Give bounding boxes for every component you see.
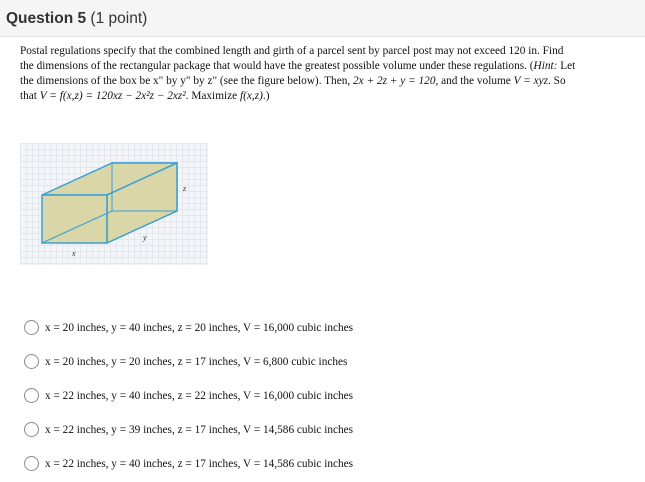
answer-choice-label: x = 20 inches, y = 20 inches, z = 17 inches, V = 6,800 cubic inches [45,356,348,368]
answer-choice-label: x = 22 inches, y = 39 inches, z = 17 inches, V = 14,586 cubic inches [45,424,354,436]
prompt-text: . Maximize [185,90,240,102]
radio-button[interactable] [24,388,39,403]
answer-choice-2[interactable] [24,354,424,374]
question-prompt [20,44,632,104]
answer-choice-4[interactable] [24,422,424,442]
answer-choice-label: x = 20 inches, y = 40 inches, z = 20 inches, V = 16,000 cubic inches [45,322,354,334]
box-front-face [42,195,107,243]
question-header [0,0,645,37]
answer-choice-3[interactable] [24,388,424,408]
question-points: (1 point) [90,10,148,27]
box-figure [20,143,208,265]
volume-equation: V = xyz [513,75,549,87]
hint-label: Hint: [533,60,558,72]
box-diagram [20,143,208,265]
figure-label-z: z [183,184,187,193]
radio-button[interactable] [24,320,39,335]
constraint-equation: 2x + 2z + y = 120 [353,75,436,87]
prompt-line-3 [20,74,632,89]
prompt-text: the dimensions of the rectangular package that would have the greatest possible volume under these regulations. ( [20,60,534,72]
answer-choice-5[interactable] [24,456,424,476]
answer-choice-label: x = 22 inches, y = 40 inches, z = 17 inches, V = 14,586 cubic inches [45,458,354,470]
radio-button[interactable] [24,354,39,369]
radio-button[interactable] [24,422,39,437]
prompt-line-2 [20,59,632,74]
maximize-function: f(x,z) [239,90,263,102]
prompt-text: , and the volume [435,75,514,87]
prompt-text: .) [262,90,270,102]
question-number: Question 5 [6,10,87,27]
prompt-text: . So [548,75,566,87]
prompt-line-1 [20,44,632,59]
figure-label-x: x [72,249,76,258]
prompt-text: Postal regulations specify that the combined length and girth of a parcel sent by parcel post may not exceed 120 in. Find [20,45,564,57]
question-title [6,10,147,28]
answer-choice-1[interactable] [24,320,424,340]
prompt-text: the dimensions of the box be x" by y" by z" (see the figure below). Then, [20,75,353,87]
answer-choice-label: x = 22 inches, y = 40 inches, z = 22 inches, V = 16,000 cubic inches [45,390,354,402]
prompt-line-4 [20,89,632,104]
prompt-text: Let [557,60,576,72]
volume-function: V = f(x,z) = 120xz − 2x²z − 2xz² [39,90,186,102]
radio-button[interactable] [24,456,39,471]
figure-label-y: y [143,233,147,242]
prompt-text: that [20,90,40,102]
